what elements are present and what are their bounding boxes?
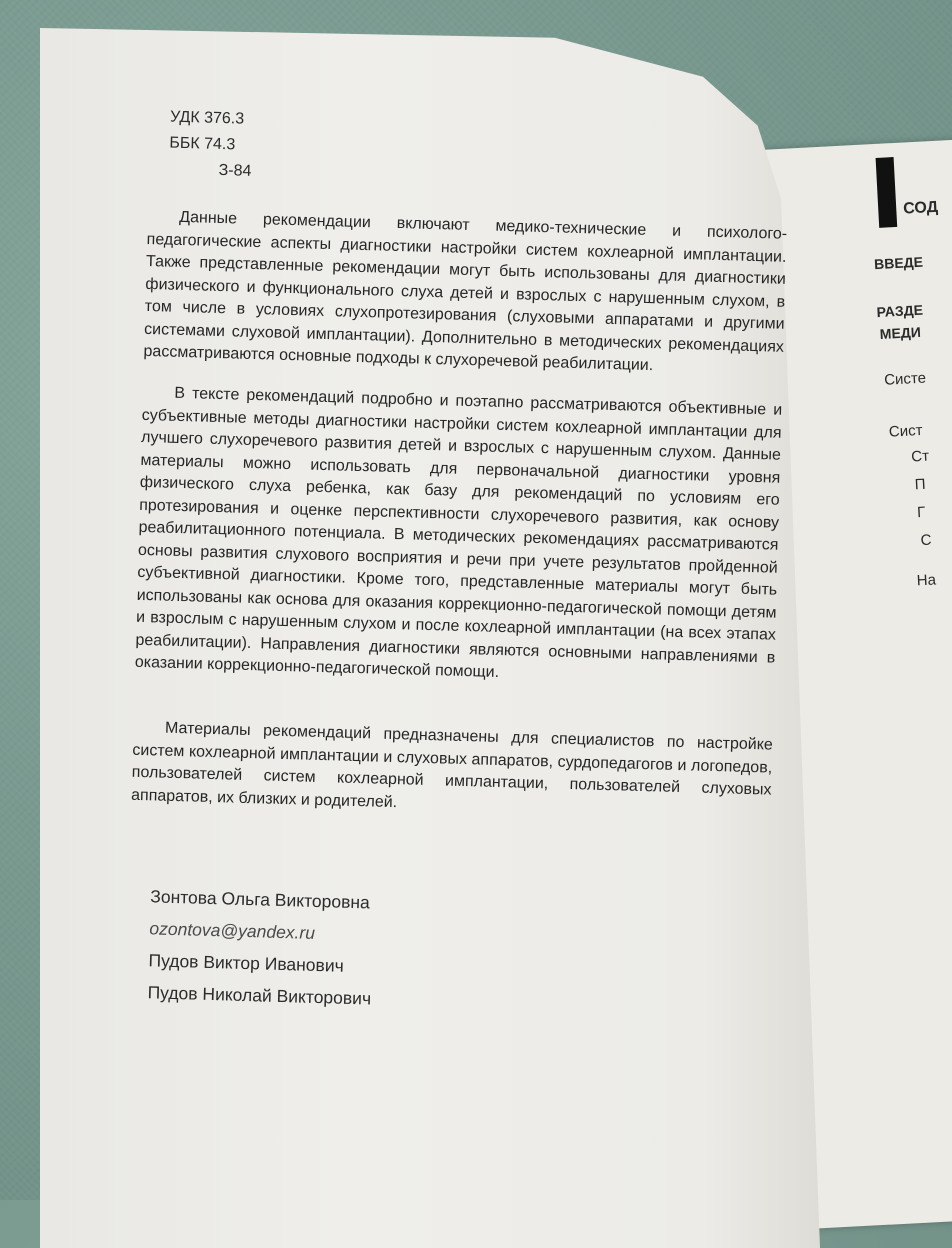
author-name-3: Пудов Николай Викторович — [147, 982, 372, 1009]
annotation-paragraph-3: Материалы рекомендаций предназначены для специалистов по настройке систем кохлеарной имплантации и слуховых аппаратов, сурдопедагогов и логопедов, пользователей систем кохлеарной имплантации, пользователей слуховых аппаратов, их близких и родителей. — [130, 719, 774, 811]
contents-subitem: П — [914, 475, 926, 494]
udk-code: УДК 376.3 — [169, 108, 245, 128]
contents-heading: СОД — [902, 198, 939, 218]
bbk-code: ББК 74.3 — [169, 134, 236, 154]
contents-subitem: Сист — [888, 421, 923, 441]
contents-subitem: Ст — [910, 447, 930, 466]
contents-item-section-cont: МЕДИ — [879, 323, 922, 342]
contents-subitem: С — [920, 531, 932, 550]
contents-subitem: Систе — [883, 369, 927, 389]
author-mark: З-84 — [218, 161, 252, 180]
author-name-2: Пудов Виктор Иванович — [148, 950, 345, 976]
annotation-paragraph-1: Данные рекомендации включают медико-технические и психолого-педагогические аспекты диагностики настройки систем кохлеарной имплантации. Также представленные рекомендации могут быть использованы для диагностики физического и функционального слуха детей и взрослых с нарушенным слухом, в том числе в условиях слухопротезирования (слуховыми аппаратами и другими системами слуховой имплантации). Дополнительно в методических рекомендациях рассматриваются основные подходы к слухоречевой реабилитации. — [143, 208, 788, 375]
contents-item-section: РАЗДЕ — [876, 301, 924, 321]
author-name-1: Зонтова Ольга Викторовна — [150, 886, 371, 913]
contents-subitem: На — [916, 571, 937, 590]
author-email: ozontova@yandex.ru — [149, 918, 316, 943]
contents-subitem: Г — [916, 503, 926, 522]
contents-item-intro: ВВЕДЕ — [873, 253, 924, 273]
annotation-paragraph-2: В тексте рекомендаций подробно и поэтапно рассматриваются объективные и субъективные методы диагностики настройки систем кохлеарной имплантации для лучшего слухоречевого развития детей и взрослых с нарушенным слухом. Данные материалы можно использовать для первоначальной диагностики уровня физического слуха ребенка, как базу для рекомендаций по условиям его протезирования и оценке перспективности слухоречевого развития, как основу реабилитационного потенциала. В методических рекомендациях рассматриваются основы развития слухового восприятия и речи при учете результатов пройденной субъективной диагностики. Кроме того, представленные материалы могут быть использованы как основа для оказания коррекционно-педагогической помощи детям и взрослым с нарушенным слухом и после кохлеарной имплантации (на всех этапах реабилитации). Направления диагностики являются основными направлениями в оказании коррекционно-педагогической помощи. — [134, 384, 783, 681]
